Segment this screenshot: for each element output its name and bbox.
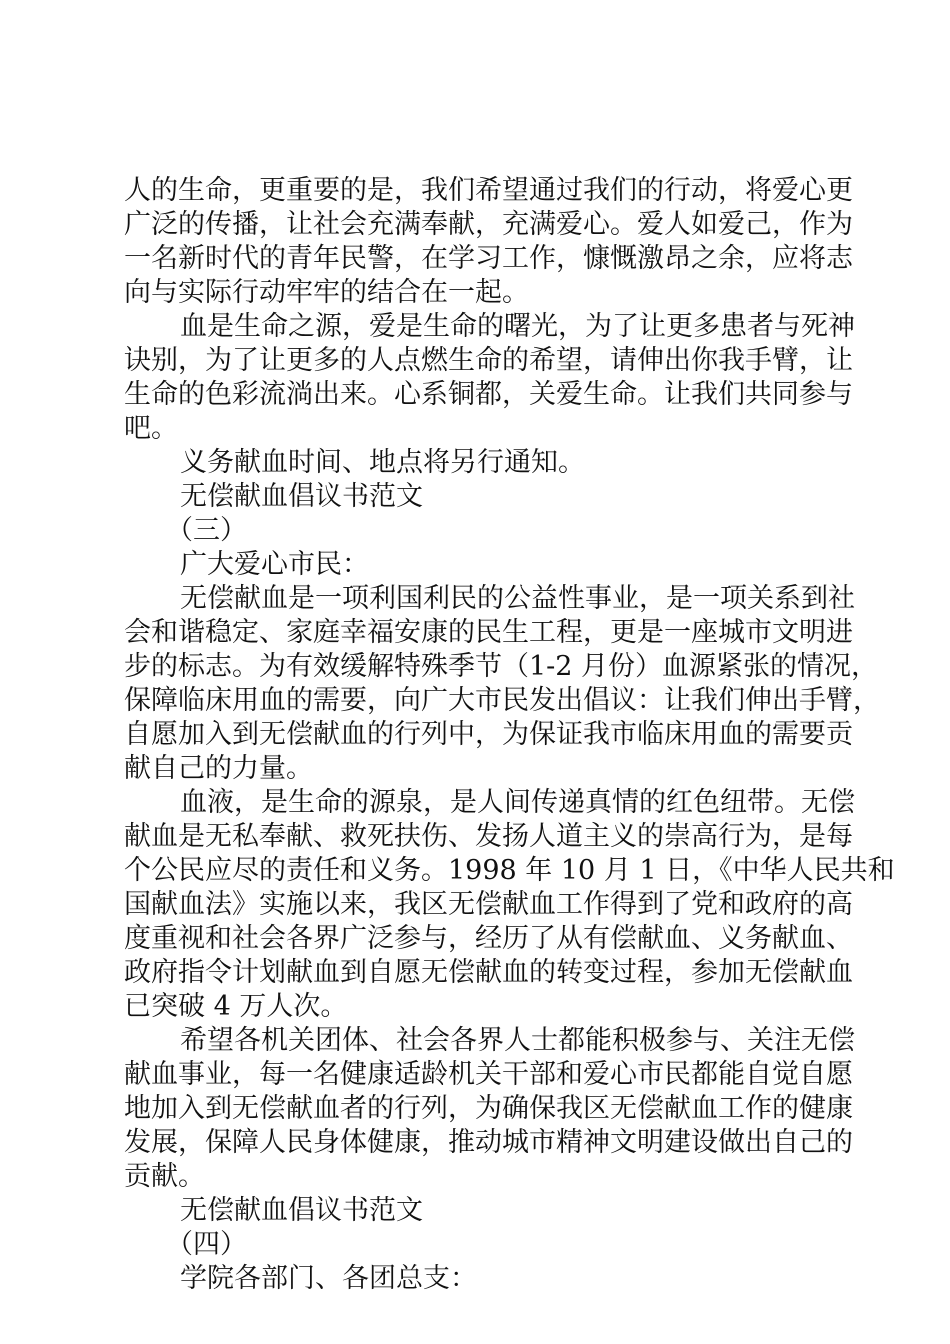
paragraph-line: 发展，保障人民身体健康，推动城市精神文明建设做出自己的 (124, 1127, 853, 1158)
paragraph-line: 无偿献血是一项利国利民的公益性事业，是一项关系到社 (180, 583, 855, 614)
paragraph-line: 吧。 (124, 413, 178, 444)
paragraph-line: 政府指令计划献血到自愿无偿献血的转变过程，参加无偿献血 (124, 957, 853, 988)
paragraph-line: 个公民应尽的责任和义务。1998 年 10 月 1 日，《中华人民共和 (124, 855, 895, 886)
paragraph-line: 生命的色彩流淌出来。心系铜都，关爱生命。让我们共同参与 (124, 379, 853, 410)
salutation: 学院各部门、各团总支： (180, 1263, 477, 1294)
paragraph-line: 义务献血时间、地点将另行通知。 (180, 447, 585, 478)
paragraph-line: 步的标志。为有效缓解特殊季节（1-2 月份）血源紧张的情况， (124, 651, 879, 682)
paragraph-line: 血是生命之源，爱是生命的曙光，为了让更多患者与死神 (180, 311, 855, 342)
section-number: （四） (166, 1229, 247, 1260)
paragraph-line: 会和谐稳定、家庭幸福安康的民生工程，更是一座城市文明进 (124, 617, 853, 648)
paragraph-line: 献血事业，每一名健康适龄机关干部和爱心市民都能自觉自愿 (124, 1059, 853, 1090)
paragraph-line: 一名新时代的青年民警，在学习工作，慷慨激昂之余，应将志 (124, 243, 853, 274)
paragraph-line: 献血是无私奉献、救死扶伤、发扬人道主义的崇高行为，是每 (124, 821, 853, 852)
paragraph-line: 已突破 4 万人次。 (124, 991, 348, 1022)
paragraph-line: 保障临床用血的需要，向广大市民发出倡议：让我们伸出手臂， (124, 685, 880, 716)
section-title: 无偿献血倡议书范文 (180, 1195, 423, 1226)
paragraph-line: 自愿加入到无偿献血的行列中，为保证我市临床用血的需要贡 (124, 719, 853, 750)
salutation: 广大爱心市民： (180, 549, 369, 580)
paragraph-line: 国献血法》实施以来，我区无偿献血工作得到了党和政府的高 (124, 889, 853, 920)
paragraph-line: 血液，是生命的源泉，是人间传递真情的红色纽带。无偿 (180, 787, 855, 818)
paragraph-line: 献自己的力量。 (124, 753, 313, 784)
paragraph-line: 人的生命，更重要的是，我们希望通过我们的行动，将爱心更 (124, 175, 853, 206)
paragraph-line: 希望各机关团体、社会各界人士都能积极参与、关注无偿 (180, 1025, 855, 1056)
paragraph-line: 度重视和社会各界广泛参与，经历了从有偿献血、义务献血、 (124, 923, 853, 954)
paragraph-line: 诀别，为了让更多的人点燃生命的希望，请伸出你我手臂，让 (124, 345, 853, 376)
paragraph-line: 广泛的传播，让社会充满奉献，充满爱心。爱人如爱己，作为 (124, 209, 853, 240)
paragraph-line: 地加入到无偿献血者的行列，为确保我区无偿献血工作的健康 (124, 1093, 853, 1124)
paragraph-line: 向与实际行动牢牢的结合在一起。 (124, 277, 529, 308)
paragraph-line: 贡献。 (124, 1161, 205, 1192)
section-number: （三） (166, 515, 247, 546)
section-title: 无偿献血倡议书范文 (180, 481, 423, 512)
